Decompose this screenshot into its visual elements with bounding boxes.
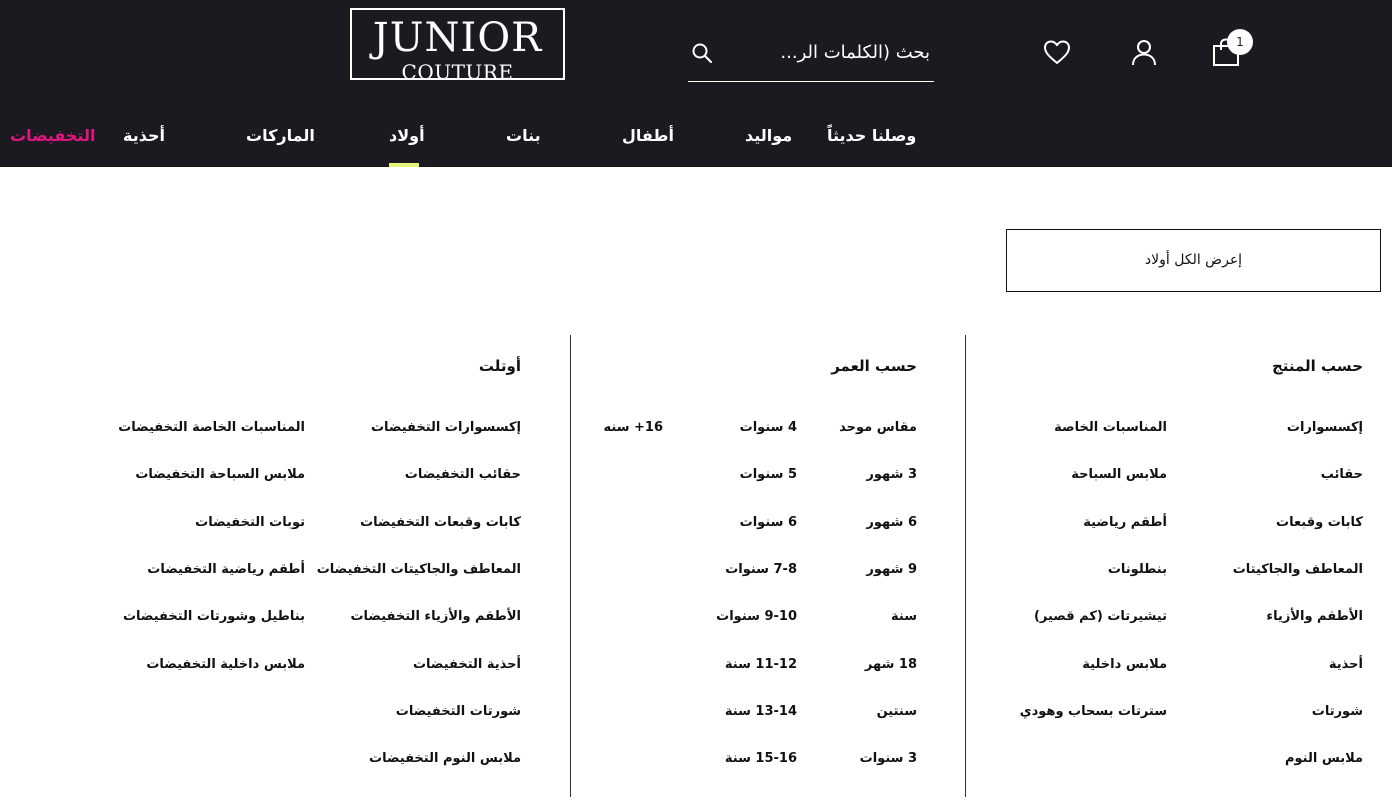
age-link[interactable]: 11-12 سنة	[724, 657, 797, 672]
product-link[interactable]: سترتات بسحاب وهودي	[1019, 704, 1167, 719]
outlet-link[interactable]: كابات وقبعات التخفيضات	[360, 515, 521, 530]
age-link[interactable]: 5 سنوات	[739, 467, 797, 482]
product-link[interactable]: إكسسوارات	[1286, 420, 1363, 435]
outlet-link[interactable]: إكسسوارات التخفيضات	[370, 420, 521, 435]
product-link[interactable]: حقائب	[1320, 467, 1363, 482]
age-link[interactable]: مقاس موحد	[839, 420, 917, 435]
outlet-link[interactable]: المناسبات الخاصة التخفيضات	[118, 420, 305, 435]
outlet-link[interactable]: ملابس النوم التخفيضات	[369, 751, 521, 766]
age-link[interactable]: سنتين	[876, 704, 917, 719]
nav-item-new-arrivals[interactable]: وصلنا حديثاً	[827, 126, 917, 145]
logo-line-2: COUTURE	[401, 60, 514, 84]
age-link[interactable]: 7-8 سنوات	[725, 562, 797, 577]
logo-line-1: JUNIOR	[372, 15, 543, 61]
outlet-link[interactable]: حقائب التخفيضات	[404, 467, 521, 482]
age-link[interactable]: 9 شهور	[866, 562, 917, 577]
nav-item-brands[interactable]: الماركات	[246, 126, 315, 145]
product-link[interactable]: ملابس النوم	[1284, 751, 1363, 766]
outlet-link[interactable]: ملابس السباحة التخفيضات	[135, 467, 305, 482]
product-link[interactable]: بنطلونات	[1107, 562, 1167, 577]
nav-item-newborn[interactable]: مواليد	[745, 126, 793, 145]
product-link[interactable]: شورتات	[1311, 704, 1363, 719]
heart-icon[interactable]	[1041, 36, 1073, 68]
age-link[interactable]: 18 شهر	[864, 657, 917, 672]
outlet-link[interactable]: أطقم رياضية التخفيضات	[147, 562, 305, 577]
product-link[interactable]: تيشيرتات (كم قصير)	[1033, 609, 1167, 624]
age-link[interactable]: 3 سنوات	[859, 751, 917, 766]
search-input[interactable]	[728, 34, 930, 70]
outlet-title: أوتلت	[478, 357, 521, 375]
product-link[interactable]: أطقم رياضية	[1083, 515, 1167, 530]
product-link[interactable]: المعاطف والجاكيتات	[1232, 562, 1363, 577]
age-link[interactable]: 9-10 سنوات	[716, 609, 797, 624]
active-nav-underline	[389, 163, 419, 167]
nav-item-kids[interactable]: أطفال	[622, 126, 674, 145]
user-account-icon[interactable]	[1128, 36, 1160, 68]
cart-count-badge: 1	[1227, 29, 1253, 55]
age-link[interactable]: 13-14 سنة	[724, 704, 797, 719]
product-link[interactable]: أحذية	[1328, 657, 1363, 672]
product-link[interactable]: المناسبات الخاصة	[1054, 420, 1167, 435]
age-link[interactable]: سنة	[891, 609, 917, 624]
product-link[interactable]: الأطقم والأزياء	[1266, 609, 1363, 624]
outlet-link[interactable]: شورتات التخفيضات	[395, 704, 521, 719]
outlet-link[interactable]: الأطقم والأزياء التخفيضات	[350, 609, 521, 624]
outlet-link[interactable]: المعاطف والجاكيتات التخفيضات	[316, 562, 521, 577]
nav-item-sale[interactable]: التخفيضات	[10, 126, 96, 145]
product-link[interactable]: كابات وقبعات	[1276, 515, 1363, 530]
age-link[interactable]: 3 شهور	[866, 467, 917, 482]
site-header	[0, 0, 1392, 167]
outlet-link[interactable]: أحذية التخفيضات	[412, 657, 521, 672]
outlet-link[interactable]: ملابس داخلية التخفيضات	[146, 657, 305, 672]
search-bar	[688, 28, 934, 82]
by-product-title: حسب المنتج	[1271, 357, 1363, 375]
product-link[interactable]: ملابس السباحة	[1071, 467, 1167, 482]
outlet-link[interactable]: بناطيل وشورتات التخفيضات	[122, 609, 305, 624]
age-link[interactable]: 16+ سنه	[603, 420, 663, 435]
nav-item-shoes[interactable]: أحذية	[123, 126, 165, 145]
age-link[interactable]: 4 سنوات	[739, 420, 797, 435]
age-link[interactable]: 15-16 سنة	[724, 751, 797, 766]
by-age-title: حسب العمر	[831, 357, 917, 375]
junior-couture-logo[interactable]	[350, 8, 565, 84]
nav-item-girls[interactable]: بنات	[506, 126, 541, 145]
product-link[interactable]: ملابس داخلية	[1082, 657, 1167, 672]
view-all-boys-button[interactable]: إعرض الكل أولاد	[1006, 229, 1381, 292]
age-link[interactable]: 6 شهور	[866, 515, 917, 530]
nav-item-boys[interactable]: أولاد	[389, 126, 425, 145]
age-link[interactable]: 6 سنوات	[739, 515, 797, 530]
outlet-link[interactable]: توبات التخفيضات	[195, 515, 305, 530]
search-icon[interactable]	[690, 41, 714, 65]
